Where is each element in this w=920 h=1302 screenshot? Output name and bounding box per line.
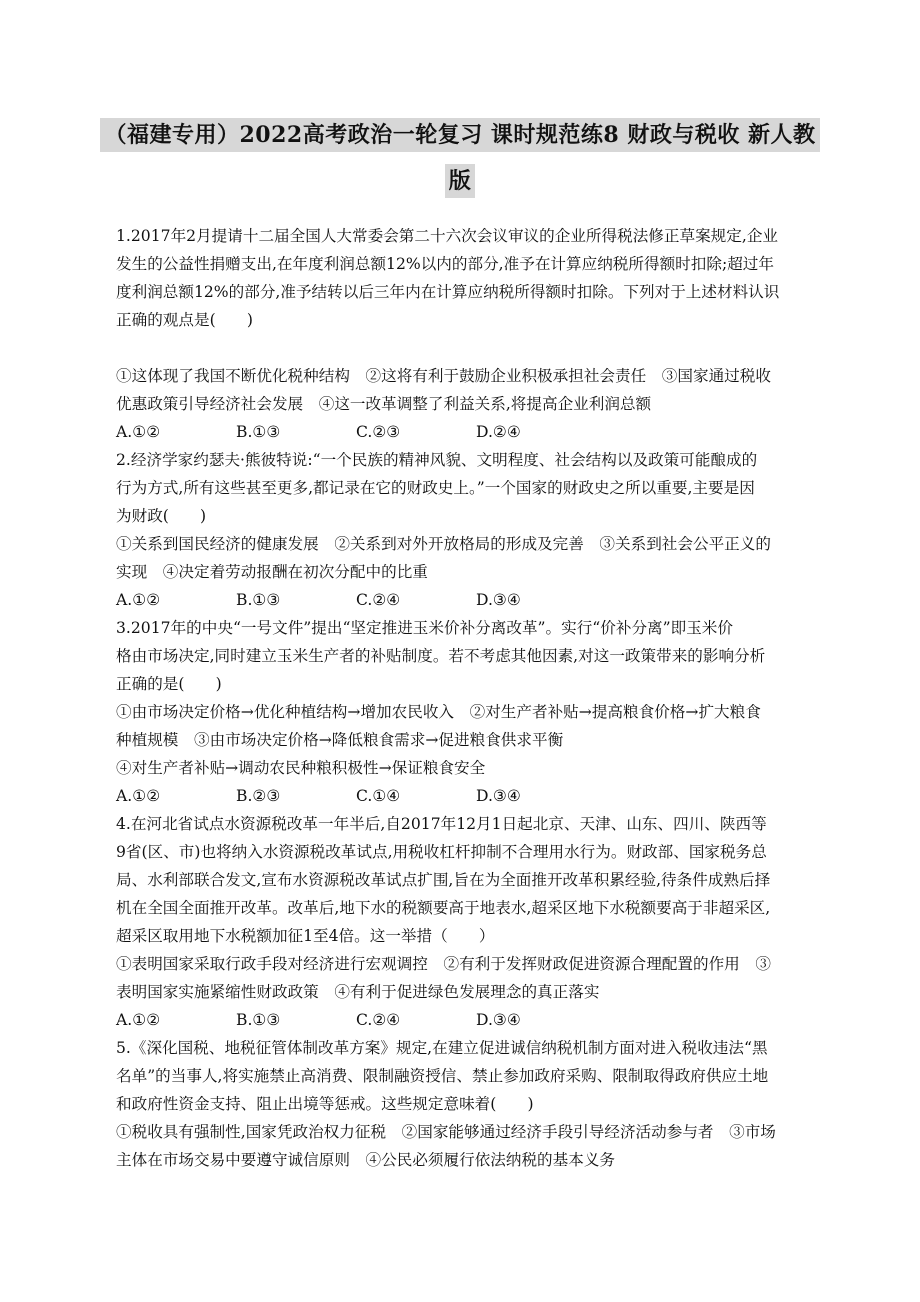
answer-options — [116, 418, 806, 446]
question-stem-line: 9省(区、市)也将纳入水资源税改革试点,用税收杠杆抑制不合理用水行为。财政部、国家税务总 — [116, 843, 767, 861]
question-list — [116, 222, 806, 1174]
question-items-line: 优惠政策引导经济社会发展 ④这一改革调整了利益关系,将提高企业利润总额 — [116, 395, 652, 413]
option-d: D.③④ — [476, 591, 521, 609]
option-a: A.①② — [116, 787, 161, 805]
title-line-1: （福建专用）2022高考政治一轮复习 课时规范练8 财政与税收 新人教 — [100, 118, 819, 152]
question-5 — [116, 1034, 806, 1174]
question-stem-line: 机在全国全面推开改革。改革后,地下水的税额要高于地表水,超采区地下水税额要高于非超采区, — [116, 899, 771, 917]
option-c: C.②④ — [356, 1011, 401, 1029]
option-d: D.③④ — [476, 787, 521, 805]
option-b: B.①③ — [236, 591, 281, 609]
option-c: C.①④ — [356, 787, 401, 805]
question-items-line: ④对生产者补贴→调动农民种粮积极性→保证粮食安全 — [116, 759, 486, 777]
question-stem-line: 局、水利部联合发文,宣布水资源税改革试点扩围,旨在为全面推开改革积累经验,待条件成熟后择 — [116, 871, 771, 889]
option-b: B.①③ — [236, 423, 281, 441]
question-2 — [116, 446, 806, 614]
question-stem-line: 3.2017年的中央“一号文件”提出“坚定推进玉米价补分离改革”。实行“价补分离”即玉米价 — [116, 619, 733, 637]
title-line-2: 版 — [445, 164, 476, 198]
answer-options — [116, 1006, 806, 1034]
question-stem-line: 4.在河北省试点水资源税改革一年半后,自2017年12月1日起北京、天津、山东、四川、陕西等 — [116, 815, 767, 833]
question-4 — [116, 810, 806, 1034]
option-b: B.②③ — [236, 787, 281, 805]
question-items-line: 实现 ④决定着劳动报酬在初次分配中的比重 — [116, 563, 428, 581]
option-c: C.②④ — [356, 591, 401, 609]
answer-options — [116, 782, 806, 810]
question-items-line: 主体在市场交易中要遵守诚信原则 ④公民必须履行依法纳税的基本义务 — [116, 1151, 616, 1169]
option-a: A.①② — [116, 591, 161, 609]
question-stem-line: 名单”的当事人,将实施禁止高消费、限制融资授信、禁止参加政府采购、限制取得政府供应土地 — [116, 1067, 769, 1085]
question-items-line: 表明国家实施紧缩性财政政策 ④有利于促进绿色发展理念的真正落实 — [116, 983, 600, 1001]
question-stem-line: 为财政( ) — [116, 507, 207, 525]
question-stem-line: 正确的是( ) — [116, 675, 222, 693]
question-items-line: ①表明国家采取行政手段对经济进行宏观调控 ②有利于发挥财政促进资源合理配置的作用 ③ — [116, 955, 771, 973]
question-stem-line: 格由市场决定,同时建立玉米生产者的补贴制度。若不考虑其他因素,对这一政策带来的影响分析 — [116, 647, 766, 665]
question-items-line: ①由市场决定价格→优化种植结构→增加农民收入 ②对生产者补贴→提高粮食价格→扩大粮食 — [116, 703, 761, 721]
question-items-line: ①这体现了我国不断优化税种结构 ②这将有利于鼓励企业积极承担社会责任 ③国家通过税收 — [116, 367, 771, 385]
question-stem-line: 正确的观点是( ) — [116, 311, 253, 329]
question-stem-line: 发生的公益性捐赠支出,在年度利润总额12%以内的部分,准予在计算应纳税所得额时扣除;超过年 — [116, 255, 774, 273]
question-items-line: ①关系到国民经济的健康发展 ②关系到对外开放格局的形成及完善 ③关系到社会公平正义的 — [116, 535, 771, 553]
question-1 — [116, 222, 806, 446]
question-items-line: ①税收具有强制性,国家凭政治权力征税 ②国家能够通过经济手段引导经济活动参与者 ③市场 — [116, 1123, 776, 1141]
answer-options — [116, 586, 806, 614]
question-3 — [116, 614, 806, 810]
question-stem-line: 超采区取用地下水税额加征1至4倍。这一举措（ ） — [116, 927, 495, 945]
question-stem-line: 行为方式,所有这些甚至更多,都记录在它的财政史上。”一个国家的财政史之所以重要,主要是因 — [116, 479, 755, 497]
question-stem-line: 和政府性资金支持、阻止出境等惩戒。这些规定意味着( ) — [116, 1095, 534, 1113]
question-stem-line: 度利润总额12%的部分,准予结转以后三年内在计算应纳税所得额时扣除。下列对于上述材料认识 — [116, 283, 780, 301]
question-stem-line: 2.经济学家约瑟夫·熊彼特说:“一个民族的精神风貌、文明程度、社会结构以及政策可能酿成的 — [116, 451, 758, 469]
option-c: C.②③ — [356, 423, 401, 441]
option-a: A.①② — [116, 1011, 161, 1029]
option-d: D.③④ — [476, 1011, 521, 1029]
question-items-line: 种植规模 ③由市场决定价格→降低粮食需求→促进粮食供求平衡 — [116, 731, 564, 749]
question-stem-line: 5.《深化国税、地税征管体制改革方案》规定,在建立促进诚信纳税机制方面对进入税收违法“黑 — [116, 1039, 768, 1057]
option-b: B.①③ — [236, 1011, 281, 1029]
option-a: A.①② — [116, 423, 161, 441]
document-title — [0, 118, 920, 198]
option-d: D.②④ — [476, 423, 521, 441]
question-stem-line: 1.2017年2月提请十二届全国人大常委会第二十六次会议审议的企业所得税法修正草案规定,企业 — [116, 227, 779, 245]
